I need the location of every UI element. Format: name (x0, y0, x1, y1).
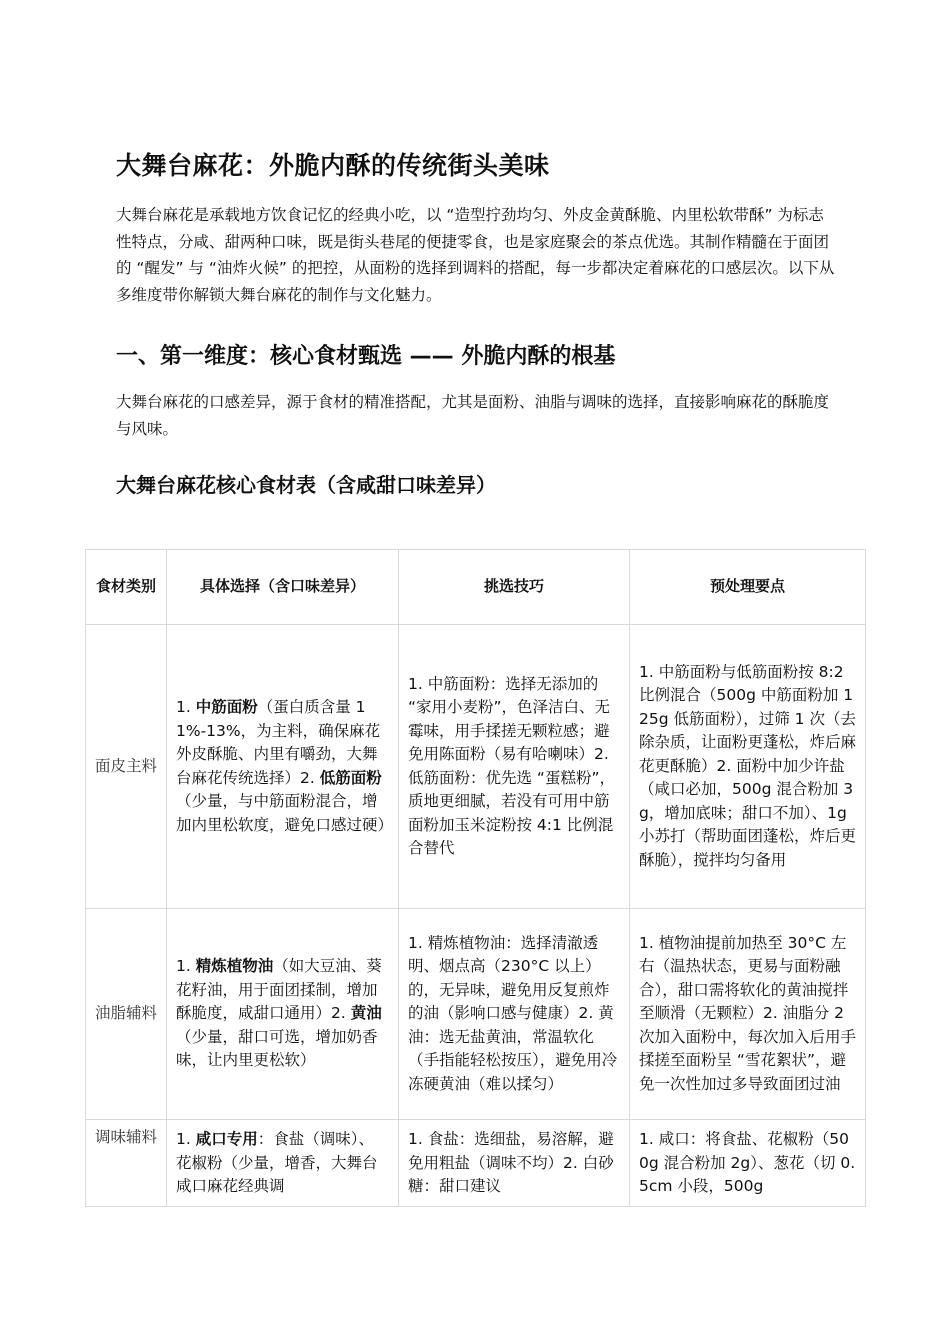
header-prep: 预处理要点 (630, 550, 866, 625)
row-choice: 1. 中筋面粉（蛋白质含量 11%-13%，为主料，确保麻花外皮酥脆、内里有嚼劲，大舞台麻花传统选择）2. 低筋面粉（少量，与中筋面粉混合，增加内里松软度，避免口感过硬） (167, 625, 399, 909)
row-tips (399, 1120, 630, 1207)
choice-text-2: （少量，甜口可选，增加奶香味，让内里更松软） (176, 1027, 378, 1070)
choice-bold-2: 低筋面粉 (319, 768, 382, 787)
row-tips-text: 1. 食盐：选细盐，易溶解，避免用粗盐（调味不均）2. 白砂糖：甜口建议 (408, 1130, 614, 1195)
header-category: 食材类别 (86, 550, 167, 625)
row-prep-text: 1. 咸口：将食盐、花椒粉（500g 混合粉加 2g）、葱花（切 0.5cm 小段，500g (639, 1130, 856, 1195)
table-title: 大舞台麻花核心食材表（含咸甜口味差异） (116, 473, 496, 497)
row-category: 油脂辅料 (86, 909, 167, 1120)
choice-bold-2: 黄油 (350, 1004, 382, 1023)
row-prep: 1. 植物油提前加热至 30°C 左右（温热状态，更易与面粉融合），甜口需将软化的黄油搅拌至顺滑（无颗粒）2. 油脂分 2 次加入面粉中，每次加入后用手揉搓至面粉呈 “雪花絮状”，避免一次性加过多导致面团过油 (630, 909, 866, 1120)
header-tips: 挑选技巧 (399, 550, 630, 625)
row-choice-text: 1. 咸口专用：食盐（调味）、花椒粉（少量，增香，大舞台咸口麻花经典调 (176, 1130, 378, 1195)
choice-bold-1: 咸口专用 (195, 1130, 258, 1148)
page-title: 大舞台麻花：外脆内酥的传统街头美味 (116, 151, 550, 180)
section-lead-paragraph: 大舞台麻花的口感差异，源于食材的精准搭配，尤其是面粉、油脂与调味的选择，直接影响麻花的酥脆度与风味。 (116, 393, 830, 438)
table-header-row (86, 550, 866, 625)
row-category: 面皮主料 (86, 625, 167, 909)
row-prep: 1. 中筋面粉与低筋面粉按 8:2 比例混合（500g 中筋面粉加 125g 低筋面粉），过筛 1 次（去除杂质，让面粉更蓬松，炸后麻花更酥脆）2. 面粉中加少许盐（咸口必加，500g 混合粉加 3g，增加底味；甜口不加）、1g 小苏打（帮助面团蓬松，炸后更酥脆），搅拌均匀备用 (630, 625, 866, 909)
row-prep (630, 1120, 866, 1207)
table-row (86, 625, 866, 909)
section-heading: 一、第一维度：核心食材甄选 —— 外脆内酥的根基 (116, 344, 616, 369)
row-category (86, 1120, 167, 1207)
row-category-text: 调味辅料 (94, 1128, 157, 1146)
choice-text-1: ：食盐（调味）、花椒粉（少量，增香，大舞台咸口麻花经典调 (176, 1130, 378, 1195)
header-choice: 具体选择（含口味差异） (167, 550, 399, 625)
row-tips: 1. 中筋面粉：选择无添加的 “家用小麦粉”，色泽洁白、无霉味，用手揉搓无颗粒感；避免用陈面粉（易有哈喇味）2. 低筋面粉：优先选 “蛋糕粉”，质地更细腻，若没有可用中筋面粉加玉米淀粉按 4:1 比例混合替代 (399, 625, 630, 909)
table-row (86, 1120, 866, 1207)
choice-text-1: （蛋白质含量 11%-13%，为主料，确保麻花外皮酥脆、内里有嚼劲，大舞台麻花传统选择）2. (176, 698, 381, 787)
row-tips: 1. 精炼植物油：选择清澈透明、烟点高（230°C 以上）的，无异味，避免用反复煎炸的油（影响口感与健康）2. 黄油：选无盐黄油，常温软化（手指能轻松按压），避免用冷冻硬黄油（难以揉匀） (399, 909, 630, 1120)
row-choice (167, 1120, 399, 1207)
intro-paragraph: 大舞台麻花是承载地方饮食记忆的经典小吃，以 “造型拧劲均匀、外皮金黄酥脆、内里松软带酥” 为标志性特点，分咸、甜两种口味，既是街头巷尾的便捷零食，也是家庭聚会的茶点优选。其制作精髓在于面团的 “醒发” 与 “油炸火候” 的把控，从面粉的选择到调料的搭配，每一步都决定着麻花的口感层次。以下从多维度带你解锁大舞台麻花的制作与文化魅力。 (116, 206, 835, 304)
choice-text-2: （少量，与中筋面粉混合，增加内里松软度，避免口感过硬） (176, 792, 394, 834)
choice-text-1: （如大豆油、葵花籽油，用于面团揉制，增加酥脆度，咸甜口通用）2. (176, 957, 382, 1023)
choice-bold-1: 精炼植物油 (195, 957, 274, 976)
ingredient-table (85, 549, 866, 1207)
table-row (86, 909, 866, 1120)
row-choice: 1. 精炼植物油（如大豆油、葵花籽油，用于面团揉制，增加酥脆度，咸甜口通用）2. 黄油（少量，甜口可选，增加奶香味，让内里更松软） (167, 909, 399, 1120)
choice-bold-1: 中筋面粉 (195, 698, 258, 716)
